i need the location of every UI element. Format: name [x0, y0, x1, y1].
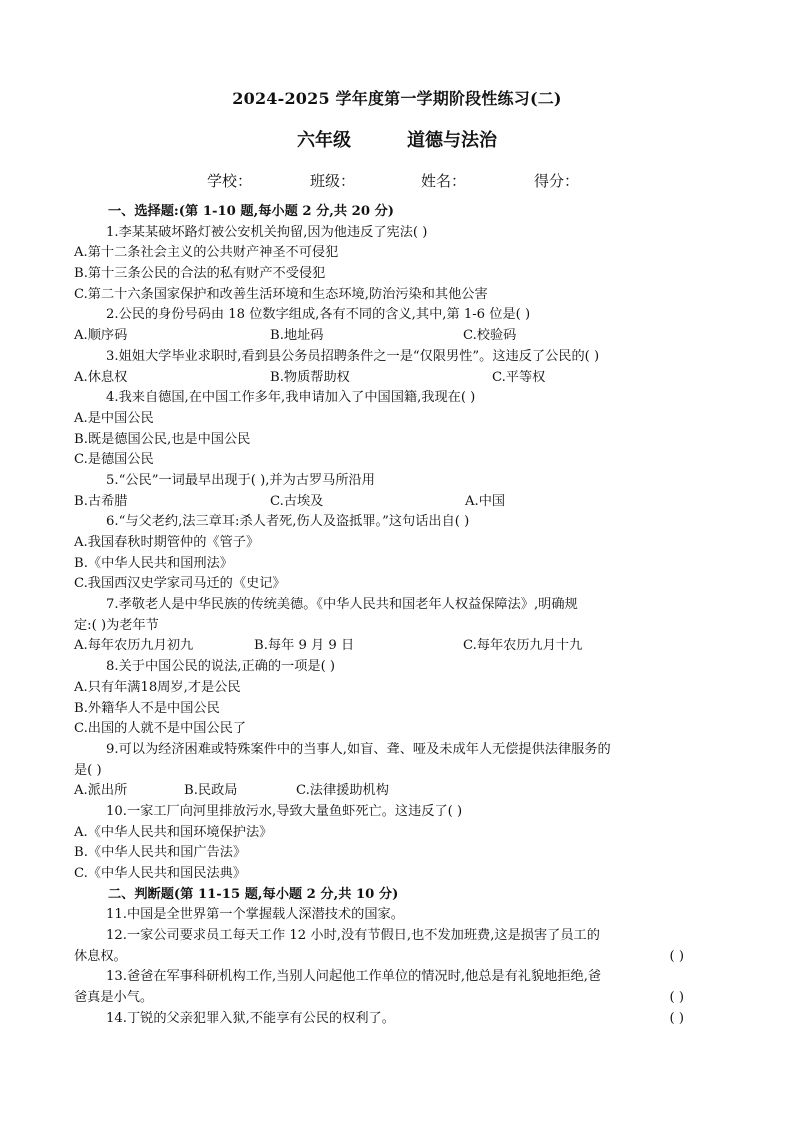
q2-option-c: C.校验码: [463, 328, 517, 344]
q9-option-a: A.派出所: [74, 783, 128, 799]
section-heading-choice: 一、选择题:(第 1-10 题,每小题 2 分,共 20 分): [108, 204, 395, 219]
grade-label: 六年级: [297, 130, 351, 151]
question-7-continued: 定:( )为老年节: [74, 617, 159, 633]
name-field-label: 姓名：: [421, 172, 467, 190]
q5-options: [74, 492, 706, 513]
q4-option-b: B.既是德国公民,也是中国公民: [74, 431, 251, 447]
q10-option-b: B.《中华人民共和国广告法》: [74, 845, 247, 861]
q6-option-a: A.我国春秋时期管仲的《管子》: [74, 535, 260, 550]
question-4: 4.我来自德国,在中国工作多年,我申请加入了中国国籍,我现在( ): [106, 390, 476, 406]
q5-option-3: A.中国: [465, 493, 506, 509]
q7-option-b: B.每年 9 月 9 日: [254, 638, 355, 654]
q6-option-c: C.我国西汉史学家司马迁的《史记》: [74, 576, 286, 592]
q9-option-b: B.民政局: [184, 783, 238, 799]
q4-option-c: C.是德国公民: [74, 452, 154, 468]
question-7: 7.孝敬老人是中华民族的传统美德。《中华人民共和国老年人权益保障法》,明确规: [106, 597, 578, 613]
q4-option-a: A.是中国公民: [74, 410, 154, 426]
q10-option-a: A.《中华人民共和国环境保护法》: [74, 824, 273, 840]
q8-option-a: A.只有年满18周岁,才是公民: [74, 679, 241, 695]
q12-tail: 休息权。: [74, 948, 127, 964]
score-field-label: 得分：: [534, 172, 580, 190]
q3-options: [74, 368, 706, 389]
question-12: 12.一家公司要求员工每天工作 12 小时,没有节假日,也不发加班费,这是损害了员工的: [106, 928, 600, 944]
q14-answer-blank: ( ): [669, 1010, 684, 1026]
exam-title: 2024-2025 学年度第一学期阶段性练习(二): [232, 89, 562, 108]
q3-option-c: C.平等权: [492, 369, 546, 385]
q7-options: [74, 636, 706, 657]
question-14: [106, 1009, 706, 1030]
question-8: 8.关于中国公民的说法,正确的一项是( ): [106, 659, 336, 675]
question-5: 5.“公民”一词最早出现于( ),并为古罗马所沿用: [106, 472, 375, 488]
section-heading-judge: 二、判断题(第 11-15 题,每小题 2 分,共 10 分): [108, 886, 399, 902]
q1-option-c: C.第二十六条国家保护和改善生活环境和生态环境,防治污染和其他公害: [74, 286, 488, 302]
q7-option-c: C.每年农历九月十九: [463, 638, 583, 654]
question-10: 10.一家工厂向河里排放污水,导致大量鱼虾死亡。这违反了( ): [106, 803, 463, 819]
school-field-label: 学校：: [207, 172, 253, 190]
subject-label: 道德与法治: [407, 130, 497, 151]
q2-options: [74, 326, 706, 347]
question-9: 9.可以为经济困难或特殊案件中的当事人,如盲、聋、哑及未成年人无偿提供法律服务的: [106, 741, 611, 757]
q3-option-a: A.休息权: [74, 369, 128, 385]
q13-answer-blank: ( ): [669, 990, 684, 1006]
q1-option-b: B.第十三条公民的合法的私有财产不受侵犯: [74, 266, 326, 282]
q13-tail: 爸真是小气。: [74, 990, 154, 1006]
question-1: 1.李某某破坏路灯被公安机关拘留,因为他违反了宪法( ): [106, 224, 428, 240]
q3-option-b: B.物质帮助权: [270, 369, 350, 385]
question-12-continued: [74, 947, 706, 968]
question-3: 3.姐姐大学毕业求职时,看到县公务员招聘条件之一是“仅限男性”。这违反了公民的( ): [106, 348, 600, 364]
q10-option-c: C.《中华人民共和国民法典》: [74, 866, 247, 881]
q2-option-b: B.地址码: [270, 328, 324, 344]
class-field-label: 班级：: [310, 172, 356, 190]
q1-option-a: A.第十二条社会主义的公共财产神圣不可侵犯: [74, 245, 339, 261]
q2-option-a: A.顺序码: [74, 328, 128, 344]
q6-option-b: B.《中华人民共和国刑法》: [74, 555, 233, 571]
q8-option-c: C.出国的人就不是中国公民了: [74, 721, 247, 737]
q5-option-1: B.古希腊: [74, 493, 128, 509]
q12-answer-blank: ( ): [669, 948, 684, 964]
question-2: 2.公民的身份号码由 18 位数字组成,各有不同的含义,其中,第 1-6 位是( ): [106, 307, 531, 323]
exam-subtitle: [0, 126, 794, 152]
question-9-continued: 是( ): [74, 762, 102, 778]
q9-option-c: C.法律援助机构: [296, 783, 389, 799]
q5-option-2: C.古埃及: [270, 493, 324, 509]
q8-option-b: B.外籍华人不是中国公民: [74, 700, 220, 716]
question-list: [74, 202, 706, 1030]
q9-options: [74, 781, 706, 802]
question-11: 11.中国是全世界第一个掌握载人深潜技术的国家。: [106, 907, 404, 923]
question-13: 13.爸爸在军事科研机构工作,当别人问起他工作单位的情况时,他总是有礼貌地拒绝,爸: [106, 969, 602, 985]
q7-option-a: A.每年农历九月初九: [74, 638, 194, 654]
question-13-continued: [74, 988, 706, 1009]
q14-text: 14.丁锐的父亲犯罪入狱,不能享有公民的权利了。: [106, 1010, 395, 1026]
question-6: 6.“与父老约,法三章耳:杀人者死,伤人及盗抵罪。”这句话出自( ): [106, 514, 470, 530]
